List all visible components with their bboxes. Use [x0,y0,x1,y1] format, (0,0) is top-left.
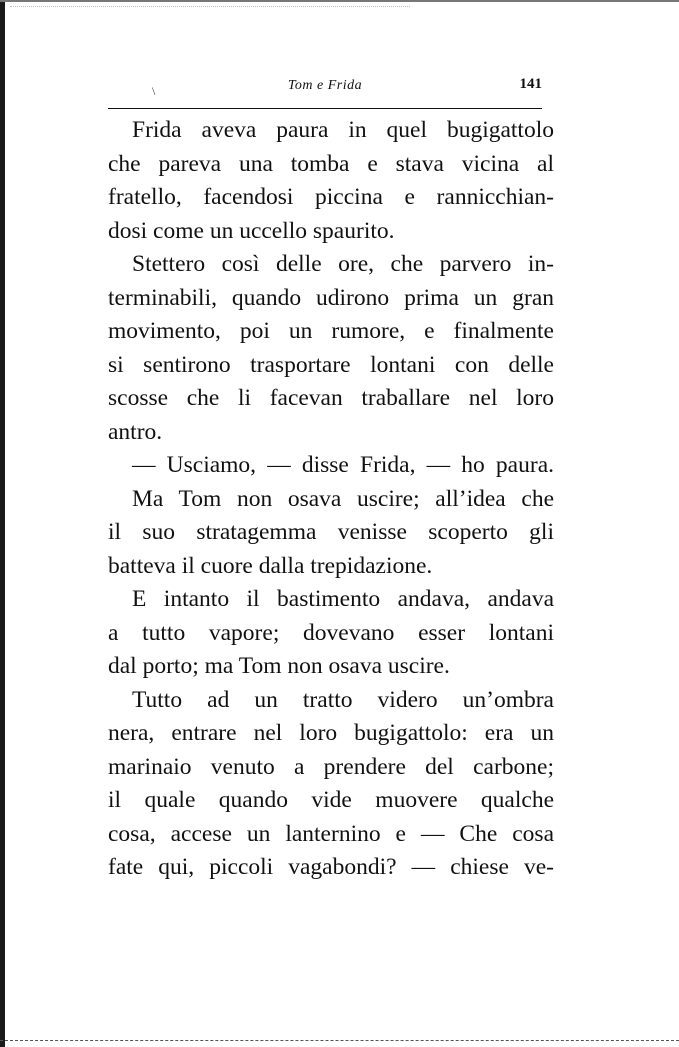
text-line: movimento, poi un rumore, e finalmente [108,318,554,344]
scan-noise [10,6,410,21]
text-line: Stettero così delle ore, che parvero in- [132,251,554,277]
running-title: Tom e Frida [287,78,363,93]
text-line: si sentirono trasportare lontani con delle [108,351,554,378]
text-line: batteva il cuore dalla trepidazione. [108,552,433,579]
text-line: a tutto vapore; dovevano esser lontani [108,619,554,646]
text-line: dal porto; ma Tom non osava uscire. [108,653,450,679]
text-line: scosse che li facevan traballare nel loro [108,385,554,411]
text-line: che pareva una tomba e stava vicina al [108,150,554,177]
text-line: il quale quando vide muovere qualche [108,787,554,813]
book-spine-edge [0,0,5,1047]
header-rule [108,108,542,109]
text-line: fate qui, piccoli vagabondi? — chiese ve- [108,854,554,880]
text-line: dosi come un uccello spaurito. [108,217,395,244]
page-bottom-edge [0,1040,679,1043]
text-line: nera, entrare nel loro bugigattolo: era un [108,720,554,746]
text-line: Frida aveva paura in quel bugigattolo [132,117,554,143]
page-top-edge [0,0,679,2]
page-number: 141 [519,76,542,92]
text-line: cosa, accese un lanternino e — Che cosa [108,820,554,847]
text-line: marinaio venuto a prendere del carbone; [108,753,554,780]
running-header [108,74,542,100]
text-line: terminabili, quando udirono prima un gran [108,284,554,311]
text-line: antro. [108,418,163,445]
body-text [108,114,554,885]
text-line: il suo stratagemma venisse scoperto gli [108,519,554,545]
text-line: Ma Tom non osava uscire; all’idea che [132,485,554,512]
header-mark: \ [152,84,156,98]
text-line: Tutto ad un tratto videro un’ombra [132,686,554,713]
text-line: — Usciamo, — disse Frida, — ho paura. [132,452,554,478]
text-line: fratello, facendosi piccina e rannicchian- [108,184,554,210]
text-line: E intanto il bastimento andava, andava [132,586,554,612]
